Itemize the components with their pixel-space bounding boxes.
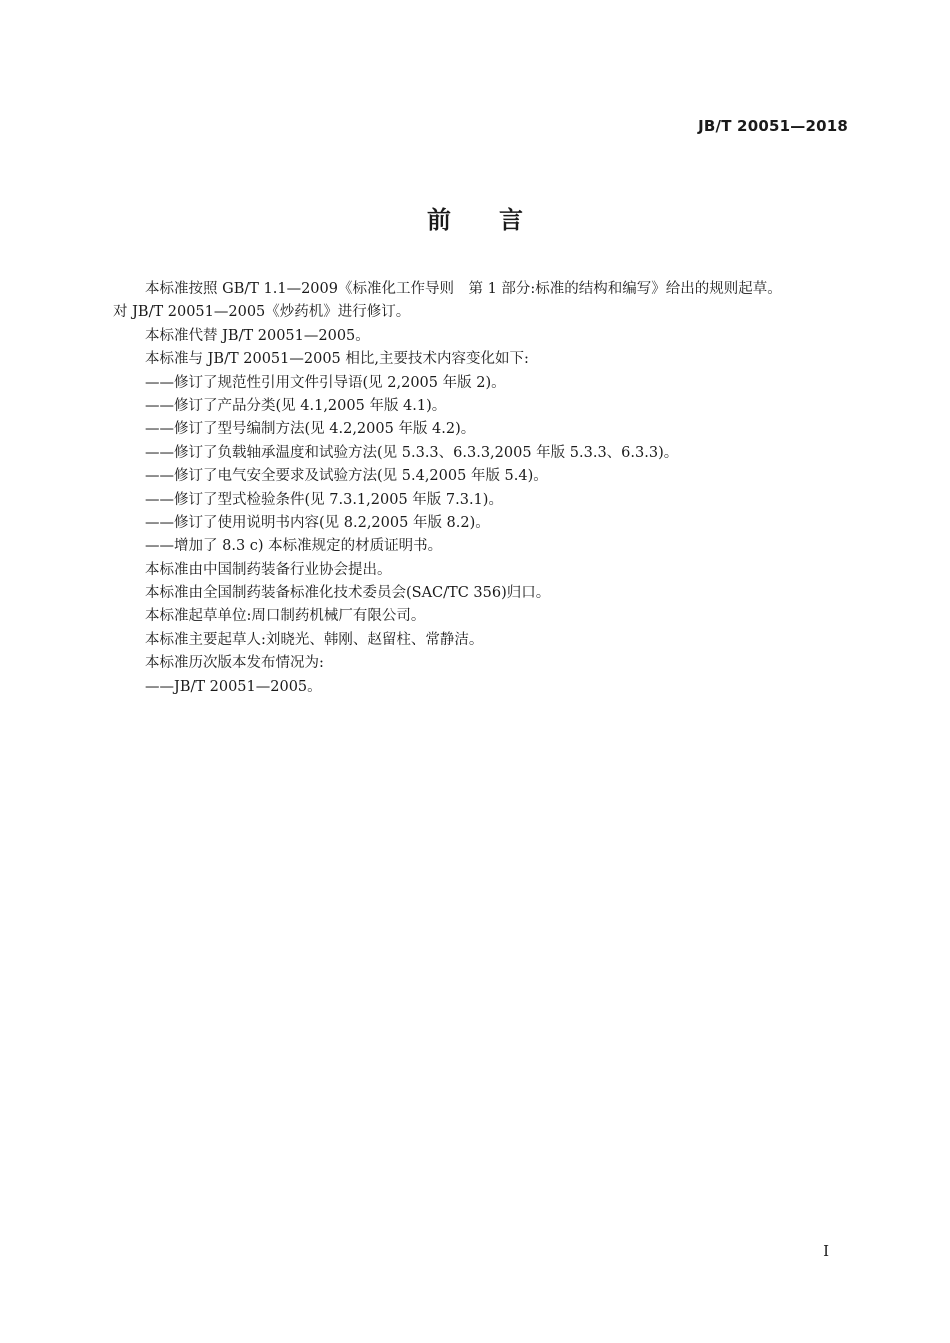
page-title: 前言	[427, 205, 571, 234]
foreword-paragraph: ——修订了负载轴承温度和试验方法(见 5.3.3、6.3.3,2005 年版 5.3.3、6.3.3)。	[145, 444, 679, 461]
foreword-paragraph: 本标准由中国制药装备行业协会提出。	[145, 561, 392, 578]
foreword-paragraph: 本标准起草单位:周口制药机械厂有限公司。	[145, 608, 426, 625]
foreword-paragraph: 本标准主要起草人:刘晓光、韩刚、赵留柱、常静洁。	[145, 631, 484, 648]
foreword-paragraph: 本标准代替 JB/T 20051—2005。	[145, 327, 370, 344]
foreword-paragraph: 本标准历次版本发布情况为:	[145, 655, 324, 672]
foreword-paragraph: ——修订了产品分类(见 4.1,2005 年版 4.1)。	[145, 397, 447, 414]
standard-code: JB/T 20051—2018	[698, 117, 848, 135]
foreword-paragraph: ——修订了电气安全要求及试验方法(见 5.4,2005 年版 5.4)。	[145, 468, 548, 485]
foreword-paragraph: ——修订了型号编制方法(见 4.2,2005 年版 4.2)。	[145, 421, 476, 438]
foreword-paragraph: ——修订了使用说明书内容(见 8.2,2005 年版 8.2)。	[145, 514, 490, 531]
foreword-paragraph: 本标准由全国制药装备标准化技术委员会(SAC/TC 356)归口。	[145, 585, 551, 602]
foreword-paragraph: 本标准与 JB/T 20051—2005 相比,主要技术内容变化如下:	[145, 351, 529, 368]
foreword-paragraph: ——JB/T 20051—2005。	[145, 678, 322, 695]
foreword-paragraph: ——修订了型式检验条件(见 7.3.1,2005 年版 7.3.1)。	[145, 491, 503, 508]
foreword-paragraph: 本标准按照 GB/T 1.1—2009《标准化工作导则 第 1 部分:标准的结构和编写》给出的规则起草。	[145, 281, 782, 297]
foreword-paragraph: 对 JB/T 20051—2005《炒药机》进行修订。	[113, 304, 411, 321]
page-number: I	[823, 1242, 829, 1260]
foreword-paragraph: ——修订了规范性引用文件引导语(见 2,2005 年版 2)。	[145, 374, 506, 391]
foreword-body	[113, 278, 865, 699]
foreword-paragraph: ——增加了 8.3 c) 本标准规定的材质证明书。	[145, 538, 443, 555]
